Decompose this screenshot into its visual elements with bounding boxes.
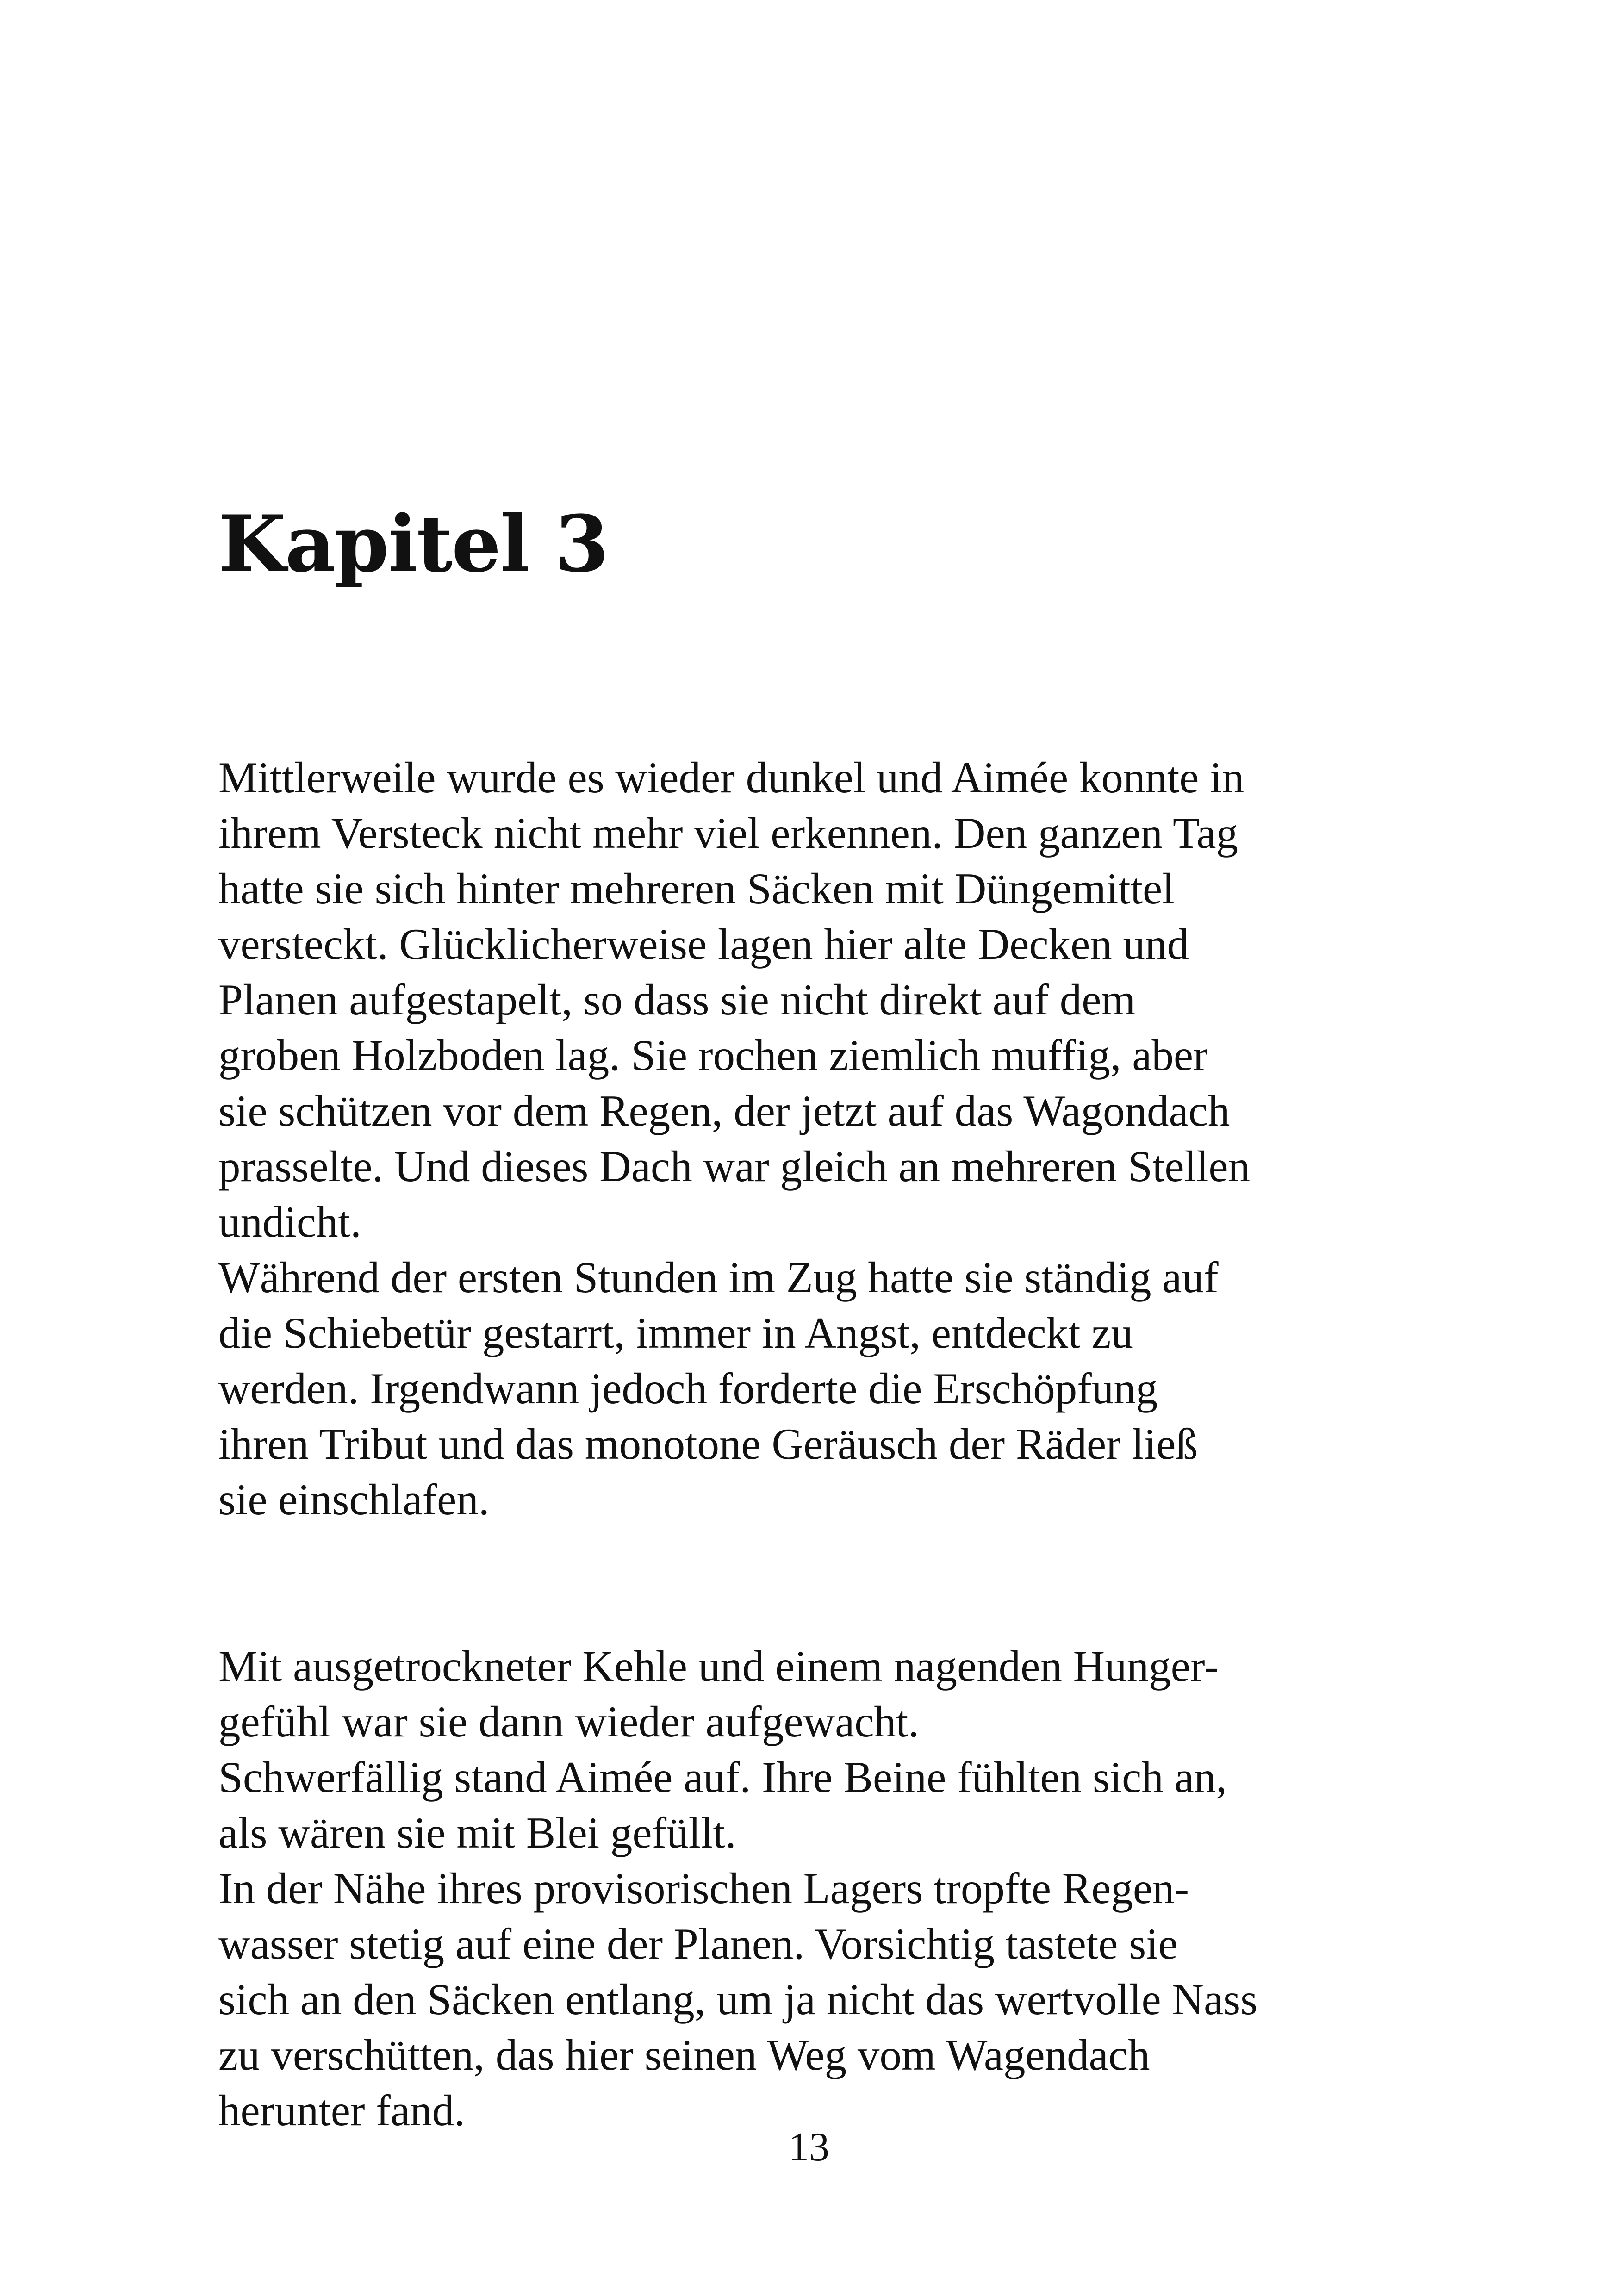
chapter-body (218, 750, 1403, 2138)
text-line: groben Holzboden lag. Sie rochen ziemlich muffig, aber (218, 1031, 1208, 1080)
page-number: 13 (789, 2125, 829, 2170)
text-line: In der Nähe ihres provisorischen Lagers tropfte Regen- (218, 1864, 1189, 1913)
text-line: Mit ausgetrockneter Kehle und einem nagenden Hunger- (218, 1642, 1219, 1691)
text-line: gefühl war sie dann wieder aufgewacht. (218, 1697, 920, 1746)
text-line: hatte sie sich hinter mehreren Säcken mit Düngemittel (218, 864, 1175, 913)
text-line: prasselte. Und dieses Dach war gleich an mehreren Stellen (218, 1142, 1251, 1191)
text-line: Planen aufgestapelt, so dass sie nicht direkt auf dem (218, 975, 1136, 1024)
text-line: sie einschlafen. (218, 1475, 490, 1524)
paragraph (218, 750, 1403, 1527)
chapter-title: Kapitel 3 (218, 498, 608, 590)
text-line: zu verschütten, das hier seinen Weg vom Wagendach (218, 2030, 1150, 2079)
paragraph (218, 1638, 1403, 2138)
text-line: wasser stetig auf eine der Planen. Vorsichtig tastete sie (218, 1919, 1178, 1968)
text-line: Schwerfällig stand Aimée auf. Ihre Beine fühlten sich an, (218, 1753, 1227, 1802)
text-line: Während der ersten Stunden im Zug hatte sie ständig auf (218, 1253, 1219, 1302)
text-line: werden. Irgendwann jedoch forderte die Erschöpfung (218, 1364, 1158, 1413)
text-line: die Schiebetür gestarrt, immer in Angst, entdeckt zu (218, 1308, 1133, 1357)
text-line: sie schützen vor dem Regen, der jetzt auf das Wagondach (218, 1086, 1230, 1135)
text-line: Mittlerweile wurde es wieder dunkel und Aimée konnte in (218, 753, 1245, 802)
paragraph-gap (218, 1527, 1403, 1638)
text-line: herunter fand. (218, 2086, 465, 2135)
text-line: sich an den Säcken entlang, um ja nicht das wertvolle Nass (218, 1975, 1258, 2024)
text-line: ihren Tribut und das monotone Geräusch der Räder ließ (218, 1419, 1198, 1468)
text-line: als wären sie mit Blei gefüllt. (218, 1808, 736, 1857)
text-line: ihrem Versteck nicht mehr viel erkennen. Den ganzen Tag (218, 809, 1238, 858)
text-line: versteckt. Glücklicherweise lagen hier alte Decken und (218, 920, 1189, 969)
text-line: undicht. (218, 1197, 361, 1246)
